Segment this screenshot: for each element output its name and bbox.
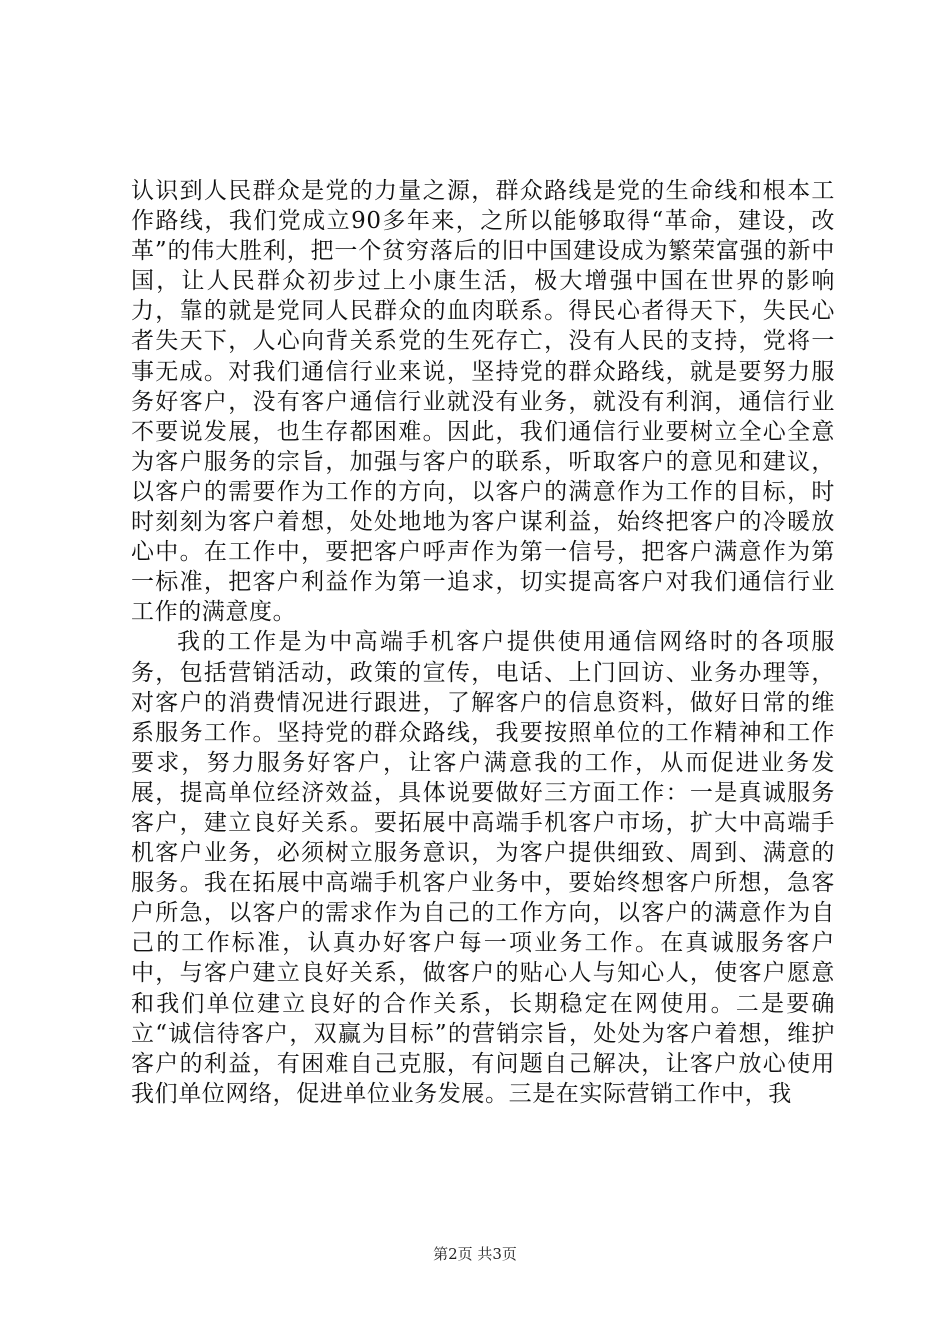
- document-body: [131, 176, 835, 1109]
- paragraph-1: 认识到人民群众是党的力量之源，群众路线是党的生命线和根本工作路线，我们党成立90多年来，之所以能够取得“革命，建设，改革”的伟大胜利，把一个贫穷落后的旧中国建设成为繁荣富强的新中国，让人民群众初步过上小康生活，极大增强中国在世界的影响力，靠的就是党同人民群众的血肉联系。得民心者得天下，失民心者失天下，人心向背关系党的生死存亡，没有人民的支持，党将一事无成。对我们通信行业来说，坚持党的群众路线，就是要努力服务好客户，没有客户通信行业就没有业务，就没有利润，通信行业不要说发展，也生存都困难。因此，我们通信行业要树立全心全意为客户服务的宗旨，加强与客户的联系，听取客户的意见和建议，以客户的需要作为工作的方向，以客户的满意作为工作的目标，时时刻刻为客户着想，处处地地为客户谋利益，始终把客户的冷暖放心中。在工作中，要把客户呼声作为第一信号，把客户满意作为第一标准，把客户利益作为第一追求，切实提高客户对我们通信行业工作的满意度。: [131, 178, 835, 626]
- page-footer: 第2页 共3页: [433, 1245, 517, 1263]
- paragraph-2: 我的工作是为中高端手机客户提供使用通信网络时的各项服务，包括营销活动，政策的宣传，电话、上门回访、业务办理等，对客户的消费情况进行跟进，了解客户的信息资料，做好日常的维系服务工作。坚持党的群众路线，我要按照单位的工作精神和工作要求，努力服务好客户，让客户满意我的工作，从而促进业务发展，提高单位经济效益，具体说要做好三方面工作：一是真诚服务客户，建立良好关系。要拓展中高端手机客户市场，扩大中高端手机客户业务，必须树立服务意识，为客户提供细致、周到、满意的服务。我在拓展中高端手机客户业务中，要始终想客户所想，急客户所急，以客户的需求作为自己的工作方向，以客户的满意作为自己的工作标准，认真办好客户每一项业务工作。在真诚服务客户中，与客户建立良好关系，做客户的贴心人与知心人，使客户愿意和我们单位建立良好的合作关系，长期稳定在网使用。二是要确立“诚信待客户，双赢为目标”的营销宗旨，处处为客户着想，维护客户的利益，有困难自己克服，有问题自己解决，让客户放心使用我们单位网络，促进单位业务发展。三是在实际营销工作中，我: [131, 629, 835, 1107]
